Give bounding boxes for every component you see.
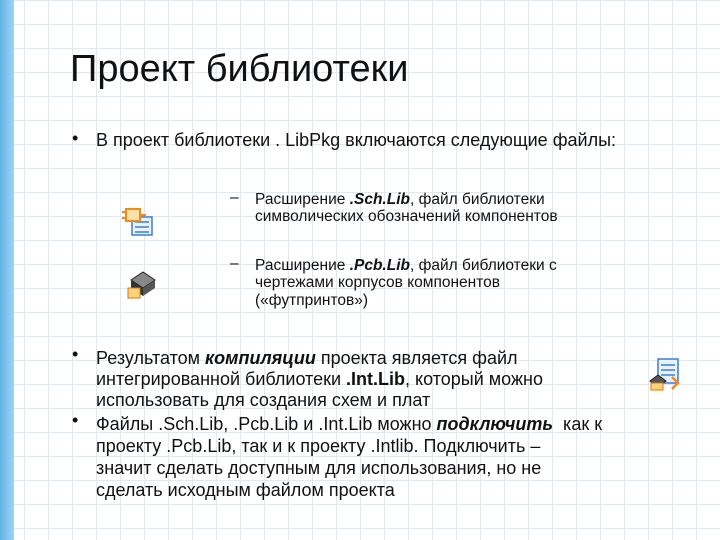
sub-item-1-dash: – [230, 189, 239, 206]
bullet-marker: • [72, 410, 79, 430]
sub-item-2-dash: – [230, 255, 239, 272]
bullet-marker: • [72, 128, 79, 148]
bullet-2-line-2: интегрированной библиотеки .Int.Lib, который можно [96, 369, 543, 389]
bullet-1-text: В проект библиотеки . LibPkg включаются следующие файлы: [96, 130, 617, 150]
bullet-3-line-4: сделать исходным файлом проекта [96, 480, 395, 500]
slide-title: Проект библиотеки [70, 48, 409, 90]
bullet-3-line-1: Файлы .Sch.Lib, .Pcb.Lib и .Int.Lib можно подключить как к [96, 414, 603, 434]
left-accent-band [0, 0, 14, 540]
bullet-2-line-1: Результатом компиляции проекта является файл [96, 348, 518, 368]
sub-item-2-line-2: чертежами корпусов компонентов [255, 274, 500, 291]
bullet-2-line-3: использовать для создания схем и плат [96, 390, 431, 410]
pcb-library-icon [125, 266, 159, 300]
sub-item-2-line-3: («футпринтов») [255, 292, 369, 309]
bullet-3-line-3: значит сделать доступным для использования, но не [96, 458, 542, 478]
sub-item-1-line-1: Расширение .Sch.Lib, файл библиотеки [255, 191, 545, 208]
sub-item-1-line-2: символических обозначений компонентов [255, 208, 558, 225]
bullet-3-line-2: проекту .Pcb.Lib, так и к проекту .Intlib. Подключить – [96, 436, 541, 456]
integrated-library-icon [648, 357, 682, 391]
schematic-library-icon [122, 205, 156, 239]
sub-item-2-line-1: Расширение .Pcb.Lib, файл библиотеки с [255, 257, 557, 274]
bullet-marker: • [72, 344, 79, 364]
